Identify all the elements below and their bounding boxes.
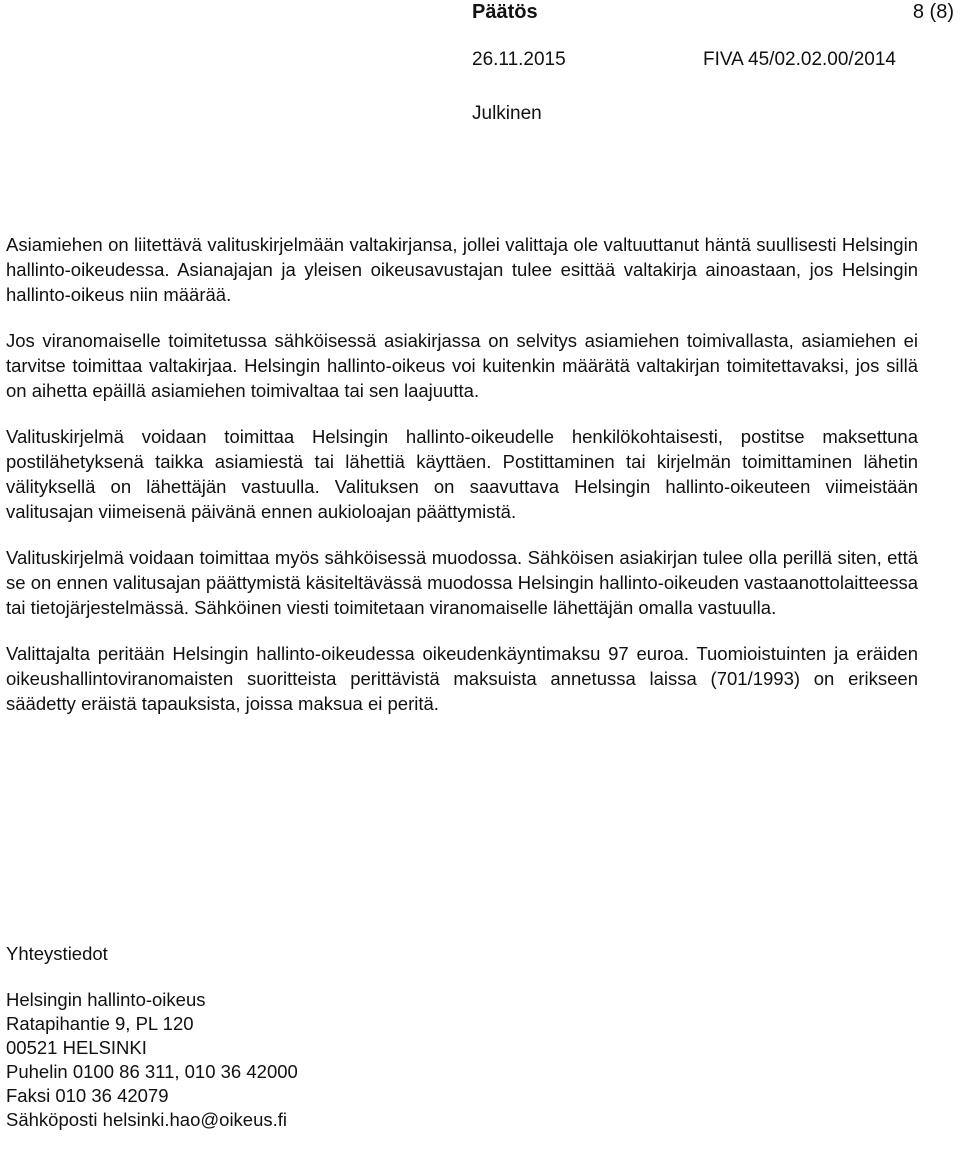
contact-fax: Faksi 010 36 42079 [6, 1085, 169, 1106]
classification-label: Julkinen [472, 103, 542, 124]
reference-number: FIVA 45/02.02.00/2014 [703, 49, 896, 70]
document-type-title: Päätös [472, 1, 538, 23]
document-body [6, 232, 918, 737]
paragraph-electronic-delivery: Valituskirjelmä voidaan toimittaa myös sähköisessä muodossa. Sähköisen asiakirjan tulee olla perillä siten, että se on ennen valitusajan päättymistä käsiteltävässä muodossa Helsingin hallinto-oikeuden vastaanottolaitteessa tai tietojärjestelmässä. Sähköinen viesti toimitetaan viranomaiselle lähettäjän omalla vastuulla. [6, 547, 918, 618]
contact-email: Sähköposti helsinki.hao@oikeus.fi [6, 1109, 288, 1130]
paragraph-power-of-attorney: Asiamiehen on liitettävä valituskirjelmään valtakirjansa, jollei valittaja ole valtuuttanut häntä suullisesti Helsingin hallinto-oikeudessa. Asianajajan ja yleisen oikeusavustajan tulee esittää valtakirja ainoastaan, jos Helsingin hallinto-oikeus niin määrää. [6, 234, 918, 305]
paragraph-electronic-authority: Jos viranomaiselle toimitetussa sähköisessä asiakirjassa on selvitys asiamiehen toimivallasta, asiamiehen ei tarvitse toimittaa valtakirjaa. Helsingin hallinto-oikeus voi kuitenkin määrätä valtakirjan toimitettavaksi, jos sillä on aihetta epäillä asiamiehen toimivaltaa tai sen laajuutta. [6, 330, 918, 401]
paragraph-court-fee: Valittajalta peritään Helsingin hallinto-oikeudessa oikeudenkäyntimaksu 97 euroa. Tuomioistuinten ja eräiden oikeushallintoviranomaisten suoritteista perittävistä maksuista annetussa laissa (701/1993) on erikseen säädetty eräistä tapauksista, joissa maksua ei peritä. [6, 643, 918, 714]
contact-street-address: Ratapihantie 9, PL 120 [6, 1013, 194, 1034]
paragraph-delivery: Valituskirjelmä voidaan toimittaa Helsingin hallinto-oikeudelle henkilökohtaisesti, postitse maksettuna postilähetyksenä taikka asiamiestä tai lähettiä käyttäen. Postittaminen tai kirjelmän toimittaminen lähetin välityksellä on lähettäjän vastuulla. Valituksen on saavuttava Helsingin hallinto-oikeuteen viimeistään valitusajan viimeisenä päivänä ennen aukioloajan päättymistä. [6, 426, 918, 522]
page-number: 8 (8) [912, 1, 954, 23]
decision-date: 26.11.2015 [472, 49, 566, 70]
contact-phone: Puhelin 0100 86 311, 010 36 42000 [6, 1061, 298, 1082]
contact-court-name: Helsingin hallinto-oikeus [6, 989, 206, 1010]
contact-section [6, 942, 298, 1132]
contact-heading: Yhteystiedot [6, 943, 108, 964]
contact-postal-code: 00521 HELSINKI [6, 1037, 147, 1058]
